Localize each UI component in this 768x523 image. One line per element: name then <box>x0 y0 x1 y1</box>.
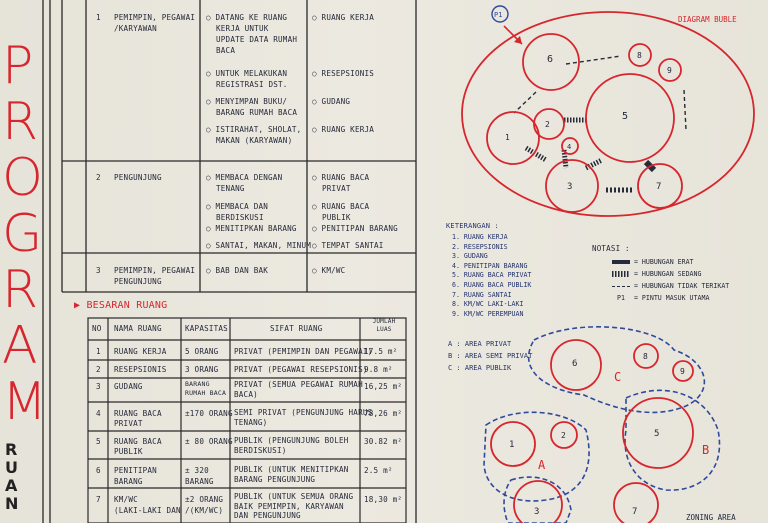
program-user: PENGUNJUNG <box>114 173 162 182</box>
besaran-cell: 4 <box>96 409 101 418</box>
program-space: ○ RESEPSIONIS <box>312 69 375 78</box>
program-space: ○ PENITIPAN BARANG <box>312 224 398 233</box>
program-activity-line: BACA <box>216 46 236 55</box>
title-letter: G <box>2 204 43 264</box>
svg-text:3: 3 <box>567 182 573 192</box>
besaran-cell: GUDANG <box>114 382 143 391</box>
relation-line <box>684 90 686 130</box>
relation-line <box>514 92 536 113</box>
program-space: ○ GUDANG <box>312 97 351 106</box>
notasi-title: NOTASI : <box>592 244 630 253</box>
program-activity: ○ ISTIRAHAT, SHOLAT, <box>206 125 302 134</box>
area-legend-item: B : AREA SEMI PRIVAT <box>448 352 533 360</box>
besaran-cell: RUANG BACA <box>114 437 162 446</box>
program-activity: ○ DATANG KE RUANG <box>206 13 288 22</box>
program-activity-line: BARANG RUMAH BACA <box>216 108 298 117</box>
besaran-cell: 2.5 m² <box>364 466 393 475</box>
besaran-cell: ±170 ORANG <box>185 409 233 418</box>
notasi-list <box>612 256 729 304</box>
besaran-cell: PRIVAT (SEMUA PEGAWAI RUMAH <box>234 380 363 389</box>
keterangan-item: 2. RESEPSIONIS <box>452 242 508 251</box>
besaran-cell: 17.5 m² <box>364 347 398 356</box>
program-activity: ○ MENYIMPAN BUKU/ <box>206 97 288 106</box>
program-space: ○ TEMPAT SANTAI <box>312 241 384 250</box>
program-space: ○ RUANG BACA <box>312 173 370 182</box>
besaran-cell: BARANG <box>185 477 214 486</box>
area-legend-item: A : AREA PRIVAT <box>448 340 512 348</box>
svg-text:9: 9 <box>680 367 685 376</box>
besaran-cell: /(KM/WC) <box>185 506 224 515</box>
program-space-line: PUBLIK <box>322 213 351 222</box>
svg-text:2: 2 <box>545 120 550 129</box>
besaran-cell: BERDISKUSI) <box>234 446 287 455</box>
besaran-cell: PUBLIK (UNTUK SEMUA ORANG <box>234 492 354 501</box>
besaran-header: NO <box>92 324 102 333</box>
besaran-cell: BARANG <box>185 380 210 388</box>
besaran-cell: 7 <box>96 495 101 504</box>
besaran-cell: PUBLIK (PENGUNJUNG BOLEH <box>234 436 349 445</box>
zone-label-c: C <box>614 370 622 384</box>
svg-text:3: 3 <box>534 507 540 517</box>
keterangan-item: 4. PENITIPAN BARANG <box>452 261 528 270</box>
notasi-item: = HUBUNGAN ERAT <box>612 256 729 268</box>
besaran-cell: PUBLIK (UNTUK MENITIPKAN <box>234 465 349 474</box>
besaran-cell: RUMAH BACA <box>185 389 227 397</box>
besaran-cell: 3 <box>96 382 101 391</box>
besaran-header: KAPASITAS <box>185 324 228 333</box>
zone-bubble-7 <box>614 483 658 523</box>
svg-text:1: 1 <box>509 440 515 450</box>
area-legend-item: C : AREA PUBLIK <box>448 364 512 372</box>
program-activity-line: KERJA UNTUK <box>216 24 269 33</box>
besaran-header: NAMA RUANG <box>114 324 162 333</box>
besaran-cell: 16,25 m² <box>364 382 403 391</box>
besaran-cell: 30.82 m² <box>364 437 403 446</box>
program-space-line: PRIVAT <box>322 184 351 193</box>
program-row-no: 2 <box>96 173 101 182</box>
svg-text:4: 4 <box>567 143 572 151</box>
title-letter: A <box>2 316 38 376</box>
besaran-cell: BAIK PEMIMPIN, KARYAWAN <box>234 501 344 511</box>
besaran-cell: PENITIPAN <box>114 466 157 475</box>
besaran-cell: PRIVAT <box>114 419 143 428</box>
program-activity: ○ MENITIPKAN BARANG <box>206 224 297 233</box>
besaran-cell: (LAKI-LAKI DAN <box>114 506 181 515</box>
program-row-no: 3 <box>96 266 101 275</box>
program-row-no: 1 <box>96 13 101 22</box>
besaran-cell: PRIVAT (PEMIMPIN DAN PEGAWAI) <box>234 347 373 356</box>
besaran-cell: 5 ORANG <box>185 347 219 356</box>
keterangan-title: KETERANGAN : <box>446 222 499 230</box>
besaran-cell: BARANG <box>114 477 143 486</box>
bubble-5 <box>586 74 674 162</box>
besaran-cell: DAN PENGUNJUNG <box>234 511 301 520</box>
svg-text:6: 6 <box>572 359 578 369</box>
besaran-cell: 18,30 m² <box>364 495 403 504</box>
program-activity: ○ MEMBACA DAN <box>206 202 269 211</box>
title-letter: P <box>2 36 34 96</box>
besaran-cell: KM/WC <box>114 495 138 504</box>
besaran-cell: BARANG PENGUNJUNG <box>234 475 316 484</box>
besaran-cell: 3 ORANG <box>185 365 219 374</box>
svg-text:9: 9 <box>667 66 672 75</box>
program-space: ○ RUANG KERJA <box>312 125 375 134</box>
keterangan-item: 5. RUANG BACA PRIVAT <box>452 271 532 280</box>
besaran-cell: RUANG KERJA <box>114 347 167 356</box>
besaran-cell: TENANG) <box>234 418 268 427</box>
program-space: ○ KM/WC <box>312 266 346 275</box>
title-letter: R <box>2 260 39 320</box>
bubble-1 <box>487 112 539 164</box>
notasi-item: = HUBUNGAN SEDANG <box>612 268 729 280</box>
site-boundary <box>462 12 754 216</box>
keterangan-item: 7. RUANG SANTAI <box>452 290 512 299</box>
besaran-cell: RESEPSIONIS <box>114 365 167 374</box>
program-activity: ○ SANTAI, MAKAN, MINUM <box>206 241 311 250</box>
svg-text:2: 2 <box>561 431 566 440</box>
keterangan-list <box>452 233 531 319</box>
keterangan-item: 1. RUANG KERJA <box>452 233 508 241</box>
program-activity: ○ UNTUK MELAKUKAN <box>206 69 288 78</box>
besaran-cell: ± 320 <box>185 466 209 475</box>
keterangan-item: 9. KM/WC PEREMPUAN <box>452 309 524 318</box>
zone-b <box>625 390 719 490</box>
program-user: PEMIMPIN, PEGAWAI <box>114 13 196 22</box>
program-user: PENGUNJUNG <box>114 277 162 286</box>
svg-text:5: 5 <box>654 429 660 439</box>
relation-line <box>566 56 621 64</box>
program-activity-line: MAKAN (KARYAWAN) <box>216 136 293 145</box>
besaran-cell: SEMI PRIVAT (PENGUNJUNG HARUS <box>234 408 373 417</box>
program-space: ○ RUANG BACA <box>312 202 370 211</box>
besaran-cell: ±2 ORANG <box>185 495 224 504</box>
zone-label-b: B <box>702 443 710 457</box>
besaran-cell: ± 80 ORANG <box>185 437 233 446</box>
title-letter: R <box>2 92 39 152</box>
zone-label-a: A <box>538 458 546 472</box>
entrance-label: P1 <box>494 11 503 19</box>
besaran-cell: 6 <box>96 466 101 475</box>
svg-text:5: 5 <box>622 111 629 122</box>
zoning-title: ZONING AREA <box>686 513 736 522</box>
besaran-cell: RUANG BACA <box>114 409 162 418</box>
keterangan-item: 3. GUDANG <box>452 252 488 261</box>
besaran-cell: 2 <box>96 365 101 374</box>
keterangan-item: 8. KM/WC LAKI-LAKI <box>452 300 524 309</box>
title-letter: M <box>2 372 47 432</box>
svg-text:8: 8 <box>643 352 648 361</box>
program-activity-line: REGISTRASI DST. <box>216 80 288 89</box>
besaran-cell: BACA) <box>234 390 258 399</box>
besaran-cell: PUBLIK <box>114 447 143 456</box>
besaran-header: JUMLAH LUAS <box>372 318 396 333</box>
svg-text:7: 7 <box>656 182 662 192</box>
bubble-title: DIAGRAM BUBLE <box>678 15 737 24</box>
svg-text:7: 7 <box>632 507 638 517</box>
program-activity: ○ BAB DAN BAK <box>206 266 269 275</box>
svg-text:1: 1 <box>505 133 510 142</box>
besaran-heading: ▶ BESARAN RUANG <box>74 300 168 311</box>
program-activity-line: BERDISKUSI <box>216 213 264 222</box>
program-user: /KARYAWAN <box>114 24 157 33</box>
program-activity: ○ MEMBACA DENGAN <box>206 173 283 182</box>
besaran-cell: 5 <box>96 437 101 446</box>
program-activity-line: TENANG <box>216 184 245 193</box>
besaran-cell: 78,26 m² <box>364 409 403 418</box>
besaran-cell: 1 <box>96 347 101 356</box>
svg-text:6: 6 <box>547 54 554 65</box>
program-activity-line: UPDATE DATA RUMAH <box>216 35 298 44</box>
besaran-header: SIFAT RUANG <box>270 324 323 333</box>
program-space: ○ RUANG KERJA <box>312 13 375 22</box>
notasi-item: P1 = PINTU MASUK UTAMA <box>617 294 710 302</box>
svg-text:8: 8 <box>637 51 642 60</box>
notasi-item: = HUBUNGAN TIDAK TERIKAT <box>612 280 729 292</box>
keterangan-item: 6. RUANG BACA PUBLIK <box>452 280 532 289</box>
besaran-cell: 9.8 m² <box>364 365 393 374</box>
program-user: PEMIMPIN, PEGAWAI <box>114 266 196 275</box>
title-letter: O <box>2 148 43 208</box>
area-legend <box>448 338 532 374</box>
besaran-cell: PRIVAT (PEGAWAI RESEPSIONIS) <box>234 365 368 374</box>
